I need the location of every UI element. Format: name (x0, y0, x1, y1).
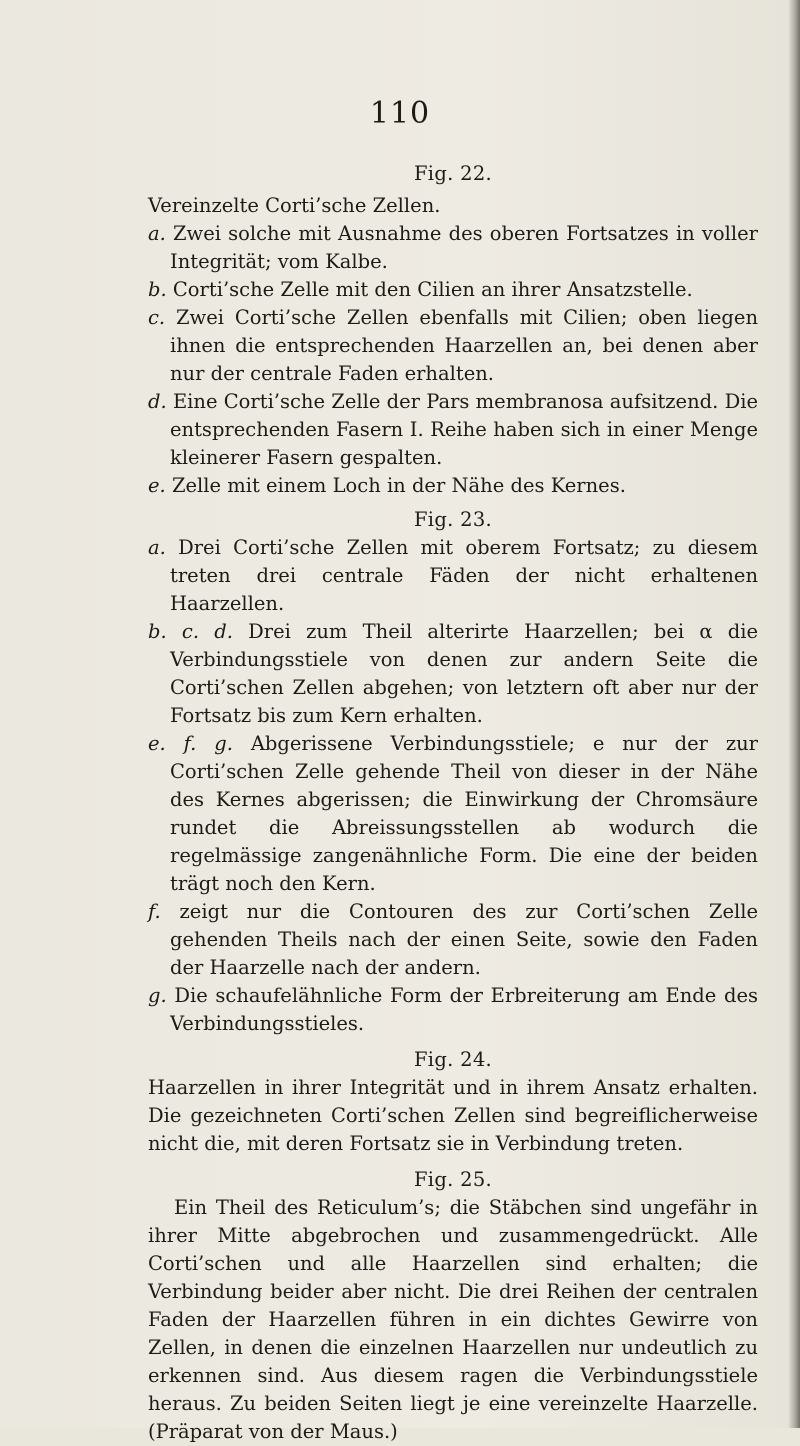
item-label: c. (148, 306, 166, 329)
fig-23-item-bcd (148, 618, 758, 730)
fig-22-item-c (148, 304, 758, 388)
item-label: a. (148, 222, 166, 245)
fig-25-heading: Fig. 25. (413, 1168, 493, 1191)
item-text: Zelle mit einem Loch in der Nähe des Kernes. (171, 474, 626, 497)
item-label: e. (148, 474, 166, 497)
fig-22-item-d (148, 388, 758, 472)
item-label: b. (148, 278, 167, 301)
fig-23-item-f (148, 898, 758, 982)
fig-23-item-efg (148, 730, 758, 898)
item-text: Zwei Corti’sche Zellen ebenfalls mit Cilien; oben liegen ihnen die entsprechenden Haarzellen an, bei denen aber nur der centrale Faden erhalten. (170, 306, 758, 385)
item-label: g. (148, 984, 167, 1007)
item-text: Drei zum Theil alterirte Haarzellen; bei α die Verbindungsstiele von denen zur andern Seite die Corti’schen Zellen abgehen; von letztern oft aber nur der Fortsatz bis zum Kern erhalten. (170, 620, 758, 727)
fig-23-item-g (148, 982, 758, 1038)
page-number: 110 (369, 96, 431, 131)
fig-22-heading: Fig. 22. (413, 162, 493, 185)
item-text: Drei Corti’sche Zellen mit oberem Fortsatz; zu diesem treten drei centrale Fäden der nicht erhaltenen Haarzellen. (170, 536, 759, 615)
item-label: f. (148, 900, 161, 923)
page-edge-shadow (788, 0, 800, 1428)
fig-23-item-a (148, 534, 758, 618)
item-label: d. (148, 390, 167, 413)
item-label: a. (148, 536, 166, 559)
fig-22-caption: Vereinzelte Corti’sche Zellen. (148, 194, 441, 217)
fig-24-text: Haarzellen in ihrer Integrität und in ihrem Ansatz erhalten. Die gezeichneten Corti’schen Zellen sind begreiflicherweise nicht die, mit deren Fortsatz sie in Verbindung treten. (148, 1076, 758, 1155)
fig-22-item-a (148, 220, 758, 276)
fig-23-heading: Fig. 23. (413, 508, 493, 531)
fig-25-text: Ein Theil des Reticulum’s; die Stäbchen sind ungefähr in ihrer Mitte abgebrochen und zusammengedrückt. Alle Corti’schen und alle Haarzellen sind erhalten; die Verbindung beider aber nicht. Die drei Reihen der centralen Faden der Haarzellen führen in ein dichtes Gewirre von Zellen, in denen die einzelnen Haarzellen nur undeutlich zu erkennen sind. Aus diesem ragen die Verbindungsstiele heraus. Zu beiden Seiten liegt je eine vereinzelte Haarzelle. (Präparat von der Maus.) (148, 1196, 758, 1443)
item-text: Zwei solche mit Ausnahme des oberen Fortsatzes in voller Integrität; vom Kalbe. (170, 222, 758, 273)
fig-24-heading: Fig. 24. (413, 1048, 493, 1071)
fig-22-item-e (148, 472, 758, 500)
item-text: Abgerissene Verbindungsstiele; e nur der zur Corti’schen Zelle gehende Theil von dieser in der Nähe des Kernes abgerissen; die Einwirkung der Chromsäure rundet die Abreissungsstellen ab wodurch die regelmässige zangenähnliche Form. Die eine der beiden trägt noch den Kern. (170, 732, 758, 895)
item-text: Corti’sche Zelle mit den Cilien an ihrer Ansatzstelle. (172, 278, 693, 301)
page-content (148, 160, 758, 1446)
item-label: e. f. g. (148, 732, 233, 755)
item-text: zeigt nur die Contouren des zur Corti’schen Zelle gehenden Theils nach der einen Seite, sowie den Faden der Haarzelle nach der andern. (170, 900, 759, 979)
fig-22-item-b (148, 276, 758, 304)
item-text: Die schaufelähnliche Form der Erbreiterung am Ende des Verbindungsstieles. (170, 984, 758, 1035)
item-text: Eine Corti’sche Zelle der Pars membranosa aufsitzend. Die entsprechenden Fasern I. Reihe haben sich in einer Menge kleinerer Fasern gespalten. (170, 390, 758, 469)
item-label: b. c. d. (148, 620, 233, 643)
